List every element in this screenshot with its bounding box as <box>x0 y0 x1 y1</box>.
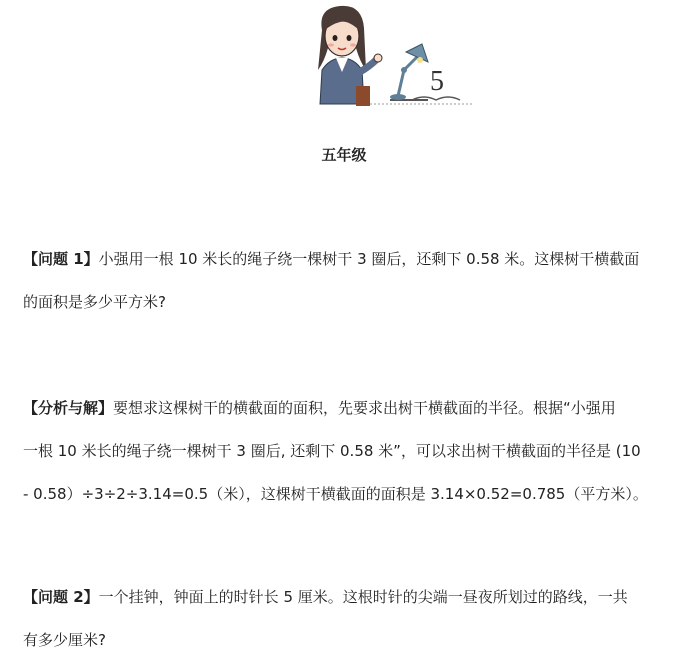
teacher-illustration <box>300 0 475 108</box>
problem-2-label: 【问题 2】 <box>23 588 99 606</box>
problem-2-line-2: 有多少厘米? <box>23 631 106 649</box>
digit-five: 5 <box>430 66 444 97</box>
analysis-line-1: 【分析与解】要想求这棵树干的横截面的面积，先要求出树干横截面的半径。根据“小强用 <box>23 399 616 417</box>
analysis-label: 【分析与解】 <box>23 399 114 417</box>
problem-1-line-2: 的面积是多少平方米? <box>23 293 166 311</box>
problem-2-line-1: 【问题 2】一个挂钟，钟面上的时针长 5 厘米。这根时针的尖端一昼夜所划过的路线，一共 <box>23 588 628 606</box>
analysis-line-2: 一根 10 米长的绳子绕一棵树干 3 圈后, 还剩下 0.58 米”，可以求出树干横截面的半径是 (10 <box>23 442 641 460</box>
grade-title: 五年级 <box>321 146 367 164</box>
analysis-line-3: - 0.58）÷3÷2÷3.14=0.5（米），这棵树干横截面的面积是 3.14×0.52=0.785（平方米）。 <box>23 485 648 503</box>
problem-1-label: 【问题 1】 <box>23 250 99 268</box>
problem-1-line-1: 【问题 1】小强用一根 10 米长的绳子绕一棵树干 3 圈后，还剩下 0.58 米。这棵树干横截面 <box>23 250 640 268</box>
